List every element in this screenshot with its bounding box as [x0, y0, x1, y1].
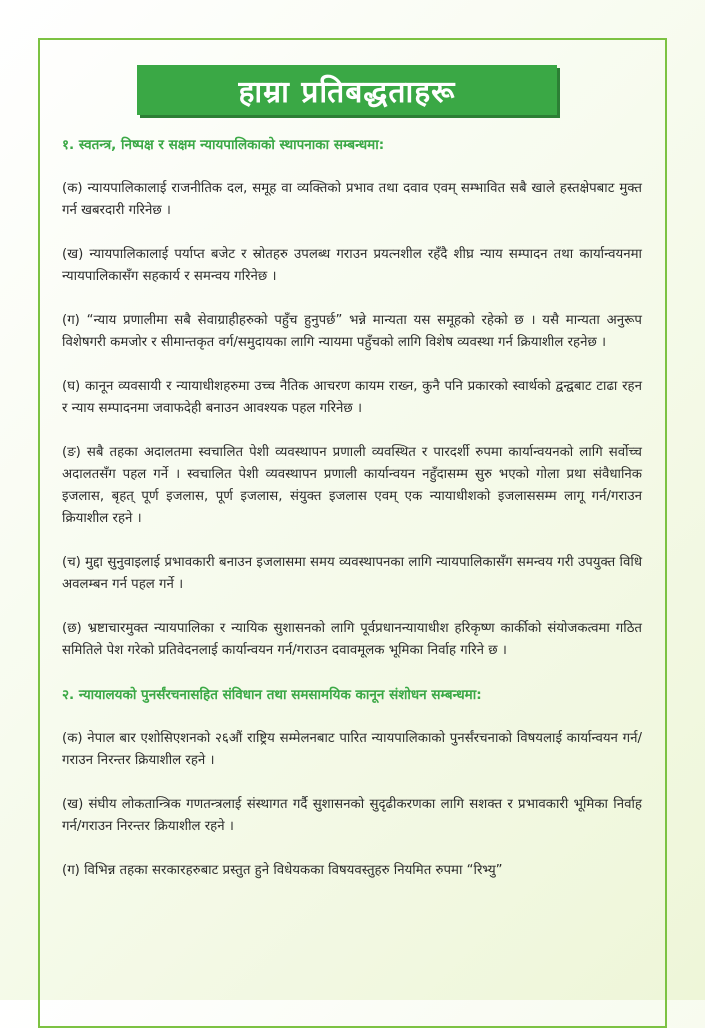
paragraph: (छ) भ्रष्टाचारमुक्त न्यायपालिका र न्यायिक सुशासनको लागि पूर्वप्रधानन्यायाधीश हरिकृष्ण कार्कीको संयोजकत्वमा गठित समितिले पेश गरेको प्रतिवेदनलाई कार्यान्वयन गर्न/गराउन दवावमूलक भूमिका निर्वाह गरिने छ ।: [62, 621, 642, 658]
paragraph: (ङ) सबै तहका अदालतमा स्वचालित पेशी व्यवस्थापन प्रणाली व्यवस्थित र पारदर्शी रुपमा कार्यान्वयनको लागि सर्वोच्च अदालतसँग पहल गर्ने । स्वचालित पेशी व्यवस्थापन प्रणाली कार्यान्वयन नहुँदासम्म सुरु भएको गोला प्रथा संवैधानिक इजलास, बृहत् पूर्ण इजलास, पूर्ण इजलास, संयुक्त इजलास एवम् एक न्यायाधीशको इजलाससम्म लागू गर्न/गराउन क्रियाशील रहने ।: [62, 445, 642, 526]
paragraph: (ग) विभिन्न तहका सरकारहरुबाट प्रस्तुत हुने विधेयकका विषयवस्तुहरु नियमित रुपमा “रिभ्यु”: [62, 863, 503, 878]
section-heading-1: १. स्वतन्त्र, निष्पक्ष र सक्षम न्यायपालिकाको स्थापनाका सम्बन्धमा:: [62, 137, 385, 153]
paragraph: (च) मुद्दा सुनुवाइलाई प्रभावकारी बनाउन इजलासमा समय व्यवस्थापनका लागि न्यायपालिकासँग समन्वय गरी उपयुक्त विधि अवलम्बन गर्न पहल गर्ने ।: [62, 555, 642, 592]
document-body: [62, 134, 642, 904]
paragraph: (ख) न्यायपालिकालाई पर्याप्त बजेट र स्रोतहरु उपलब्ध गराउन प्रयत्नशील रहँदै शीघ्र न्याय सम्पादन तथा कार्यान्वयनमा न्यायपालिकासँग सहकार्य र समन्वय गरिनेछ ।: [62, 247, 642, 284]
paragraph: (क) न्यायपालिकालाई राजनीतिक दल, समूह वा व्यक्तिको प्रभाव तथा दवाव एवम् सम्भावित सबै खाले हस्तक्षेपबाट मुक्त गर्न खबरदारी गरिनेछ ।: [62, 181, 642, 218]
paragraph: (ग) “न्याय प्रणालीमा सबै सेवाग्राहीहरुको पहुँच हुनुपर्छ” भन्ने मान्यता यस समूहको रहेको छ । यसै मान्यता अनुरूप विशेषगरी कमजोर र सीमान्तकृत वर्ग/समुदायका लागि न्यायमा पहुँचको लागि विशेष व्यवस्था गर्न क्रियाशील रहनेछ ।: [62, 313, 642, 350]
section-heading-2: २. न्यायालयको पुनर्संरचनासहित संविधान तथा समसामयिक कानून संशोधन सम्बन्धमा:: [62, 687, 482, 703]
page-title: हाम्रा प्रतिबद्धताहरू: [238, 74, 456, 110]
paragraph: (ख) संघीय लोकतान्त्रिक गणतन्त्रलाई संस्थागत गर्दै सुशासनको सुदृढीकरणका लागि सशक्त र प्रभावकारी भूमिका निर्वाह गर्न/गराउन निरन्तर क्रियाशील रहने ।: [62, 797, 642, 834]
paragraph: (क) नेपाल बार एशोसिएशनको २६औं राष्ट्रिय सम्मेलनबाट पारित न्यायपालिकाको पुनर्संरचनाको विषयलाई कार्यान्वयन गर्न/गराउन निरन्तर क्रियाशील रहने ।: [62, 731, 642, 768]
paragraph: (घ) कानून व्यवसायी र न्यायाधीशहरुमा उच्च नैतिक आचरण कायम राख्न, कुनै पनि प्रकारको स्वार्थको द्वन्द्वबाट टाढा रहन र न्याय सम्पादनमा जवाफदेही बनाउन आवश्यक पहल गरिनेछ ।: [62, 379, 642, 416]
title-banner: [137, 65, 557, 115]
